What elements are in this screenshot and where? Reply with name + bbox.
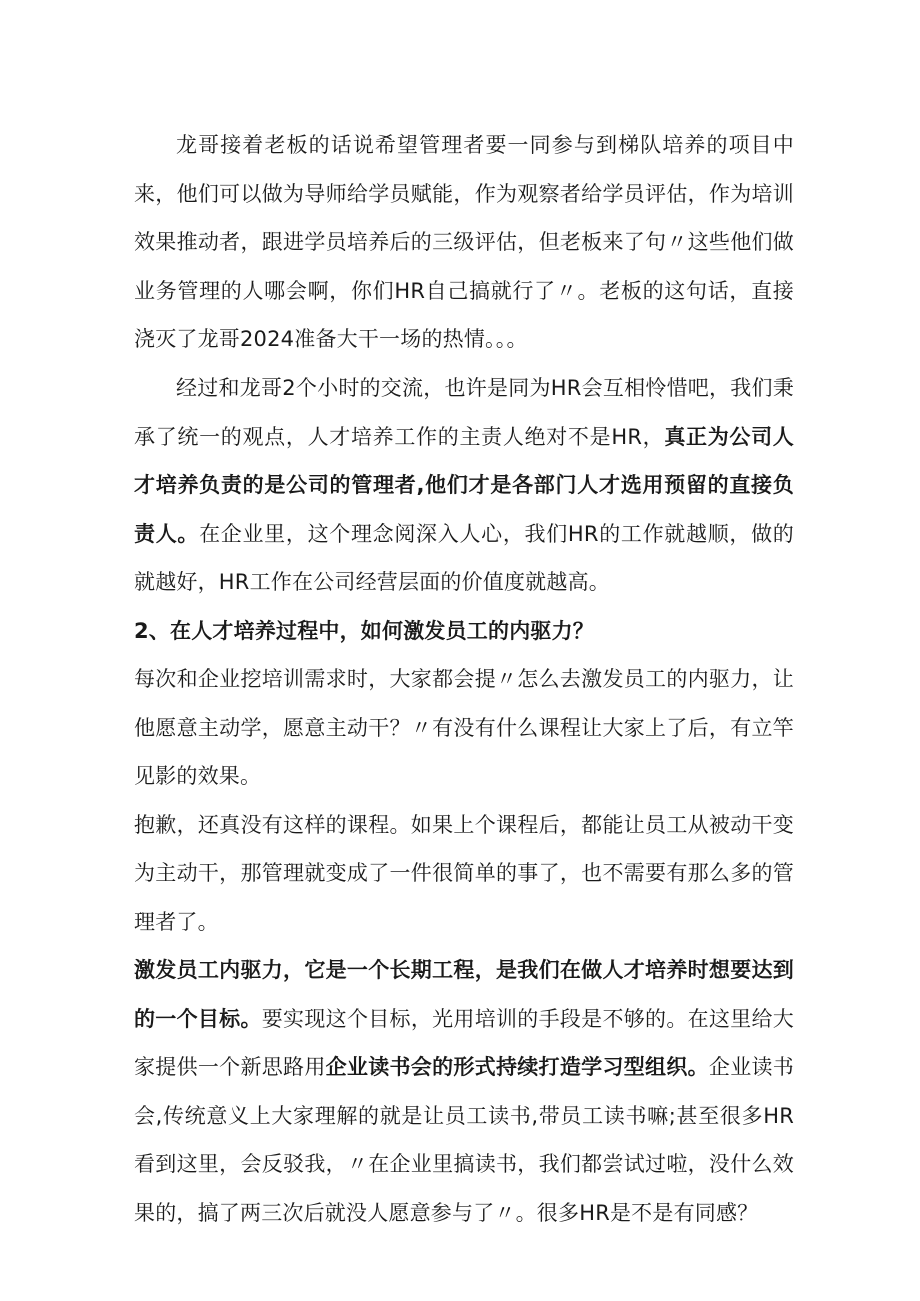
paragraph-5-text-1: 要实现这个目标，光用培训的手段是不够的。在这里给大家提供一个新思路用: [134, 1006, 795, 1079]
document-body: [134, 121, 794, 1237]
paragraph-4: 抱歉，还真没有这样的课程。如果上个课程后，都能让员工从被动干变为主动干，那管理就变成了一件很简单的事了，也不需要有那么多的管理者了。: [134, 812, 794, 934]
paragraph-5-text-2: 企业读书会,传统意义上大家理解的就是让员工读书,带员工读书嘛;甚至很多HR看到这里，会反驳我，〃在企业里搞读书，我们都尝试过啦，没什么效果的，搞了两三次后就没人愿意参与了〃。很多HR是不是有同感？: [134, 1055, 794, 1225]
section-heading: 2、在人才培养过程中，如何激发员工的内驱力？: [134, 618, 595, 643]
paragraph-2-text-after: 在企业里，这个理念阅深入人心，我们HR的工作就越顺，做的就越好，HR工作在公司经营层面的价值度就越高。: [134, 521, 794, 594]
paragraph-2-bold: 真正为公司人才培养负责的是公司的管理者,他们才是各部门人才选用预留的直接负责人。: [134, 424, 794, 546]
paragraph-5: [134, 946, 794, 1237]
paragraph-3: 每次和企业挖培训需求时，大家都会提〃怎么去激发员工的内驱力，让他愿意主动学，愿意主动干？〃有没有什么课程让大家上了后，有立竿见影的效果。: [134, 667, 794, 788]
paragraph-2: [134, 364, 794, 607]
paragraph-2-text-before: 经过和龙哥2个小时的交流，也许是同为HR会互相怜惜吧，我们秉承了统一的观点，人才培养工作的主责人绝对不是HR，: [134, 376, 794, 449]
paragraph-5-bold-1: 激发员工内驱力，它是一个长期工程，是我们在做人才培养时想要达到的一个目标。: [134, 958, 794, 1031]
paragraph-5-bold-2: 企业读书会的形式持续打造学习型组织。: [325, 1055, 709, 1079]
paragraph-1: 龙哥接着老板的话说希望管理者要一同参与到梯队培养的项目中来，他们可以做为导师给学员赋能，作为观察者给学员评估，作为培训效果推动者，跟进学员培养后的三级评估，但老板来了句〃这些他们做业务管理的人哪会啊，你们HR自己搞就行了〃。老板的这句话，直接浇灭了龙哥2024准备大干一场的热情。。。: [134, 133, 794, 351]
